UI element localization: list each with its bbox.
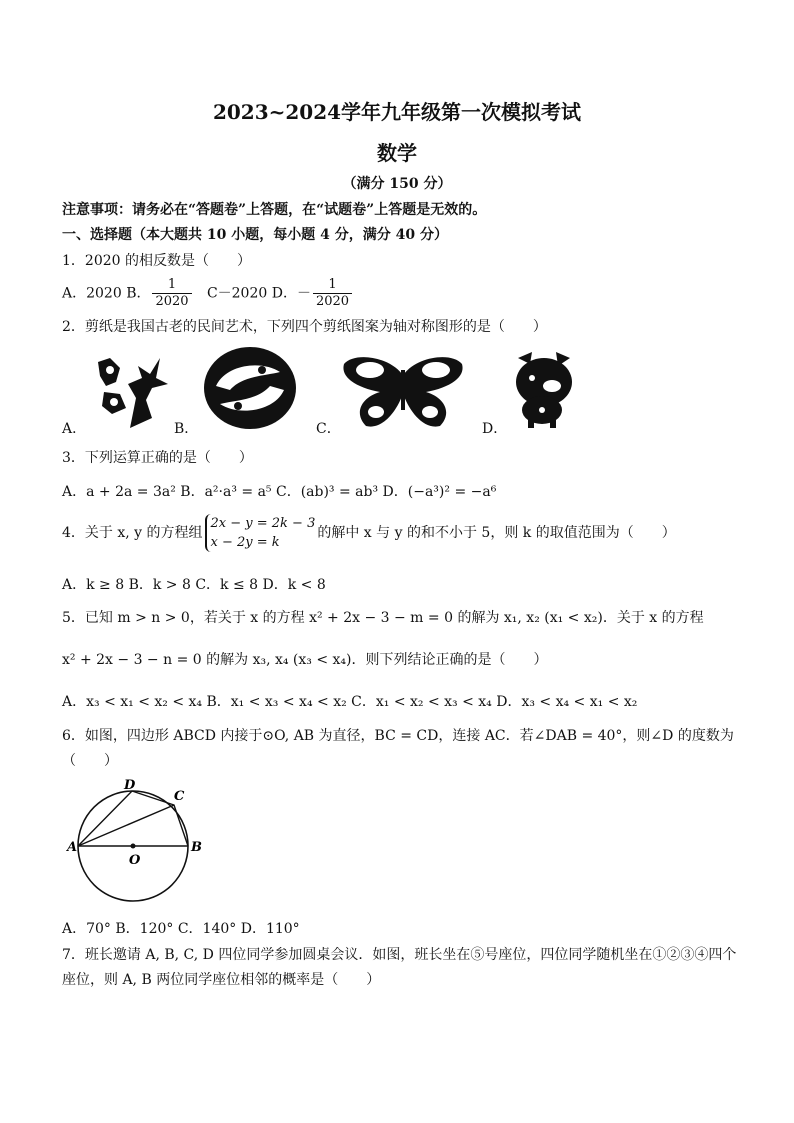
papercut-bird-image	[90, 348, 176, 430]
section-heading: 一、选择题（本大题共 10 小题，每小题 4 分，满分 40 分）	[62, 227, 448, 243]
q3-options: A．a + 2a = 3a² B．a²·a³ = a⁵ C．(ab)³ = ab³ D．(−a³)² = −a⁶	[62, 484, 497, 500]
q2-label-a: A．	[62, 421, 87, 437]
label-c: C	[174, 789, 185, 804]
label-a: A	[67, 840, 78, 855]
q2-images	[62, 344, 622, 436]
label-b: B	[191, 840, 202, 855]
label-d: D	[124, 778, 136, 793]
q1-stem: 1．2020 的相反数是（ ）	[62, 253, 251, 269]
exam-title: 2023~2024学年九年级第一次模拟考试	[212, 100, 582, 124]
q1-option-cd: C－2020 D．－	[206, 285, 311, 302]
q5-line-1: 5．已知 m > n > 0，若关于 x 的方程 x² + 2x − 3 − m = 0 的解为 x₁, x₂ (x₁ < x₂)．关于 x 的方程	[62, 610, 704, 626]
q4-equation-system	[205, 514, 316, 552]
papercut-butterfly-image	[340, 352, 466, 430]
q2-label-d: D．	[482, 421, 508, 437]
q2-label-b: B．	[174, 421, 199, 437]
q3-stem: 3．下列运算正确的是（ ）	[62, 450, 253, 466]
papercut-fish-circle-image	[202, 346, 298, 430]
q4-line	[62, 514, 676, 552]
subject-title: 数学	[377, 141, 417, 165]
q1-fraction-d: $\frac{1}{2020}$	[313, 277, 352, 310]
q4-equation-2: x − 2y = k	[210, 535, 280, 550]
q7-line-1: 7．班长邀请 A, B, C, D 四位同学参加圆桌会议．如图，班长坐在⑤号座位，四位同学随机坐在①②③④四个	[62, 947, 737, 963]
q1-fraction-b: $\frac{1}{2020}$	[152, 277, 191, 310]
notice: 注意事项：请务必在“答题卷”上答题，在“试题卷”上答题是无效的。	[62, 202, 487, 218]
q6-line-1: 6．如图，四边形 ABCD 内接于⊙O, AB 为直径，BC = CD，连接 AC．若∠DAB = 40°，则∠D 的度数为	[62, 728, 734, 744]
q6-options: A．70° B．120° C．140° D．110°	[62, 921, 300, 937]
q4-prefix: 4．关于 x, y 的方程组	[62, 525, 203, 541]
q5-options: A．x₃ < x₁ < x₂ < x₄ B．x₁ < x₃ < x₄ < x₂ C．x₁ < x₂ < x₃ < x₄ D．x₃ < x₄ < x₁ < x₂	[62, 694, 638, 710]
q2-stem: 2．剪纸是我国古老的民间艺术，下列四个剪纸图案为轴对称图形的是（ ）	[62, 319, 547, 335]
q1-options	[62, 277, 354, 310]
q1-option-ab: A．2020 B．	[62, 285, 151, 302]
q4-equation-1: 2x − y = 2k − 3	[210, 516, 316, 531]
segment-ac	[78, 805, 174, 846]
center-point	[131, 844, 136, 849]
circle-diagram	[66, 776, 206, 906]
papercut-pig-image	[508, 348, 578, 430]
score-note: （满分 150 分）	[342, 176, 452, 192]
q7-line-2: 座位，则 A, B 两位同学座位相邻的概率是（ ）	[62, 972, 381, 988]
label-o: O	[129, 853, 141, 868]
q4-suffix: 的解中 x 与 y 的和不小于 5，则 k 的取值范围为（ ）	[317, 525, 676, 541]
q2-label-c: C．	[316, 421, 341, 437]
q5-line-2: x² + 2x − 3 − n = 0 的解为 x₃, x₄ (x₃ < x₄)．则下列结论正确的是（ ）	[62, 652, 548, 668]
q6-line-2: （ ）	[62, 753, 118, 769]
q4-options: A．k ≥ 8 B．k > 8 C．k ≤ 8 D．k < 8	[62, 577, 326, 593]
quadrilateral-abcd	[78, 791, 188, 846]
